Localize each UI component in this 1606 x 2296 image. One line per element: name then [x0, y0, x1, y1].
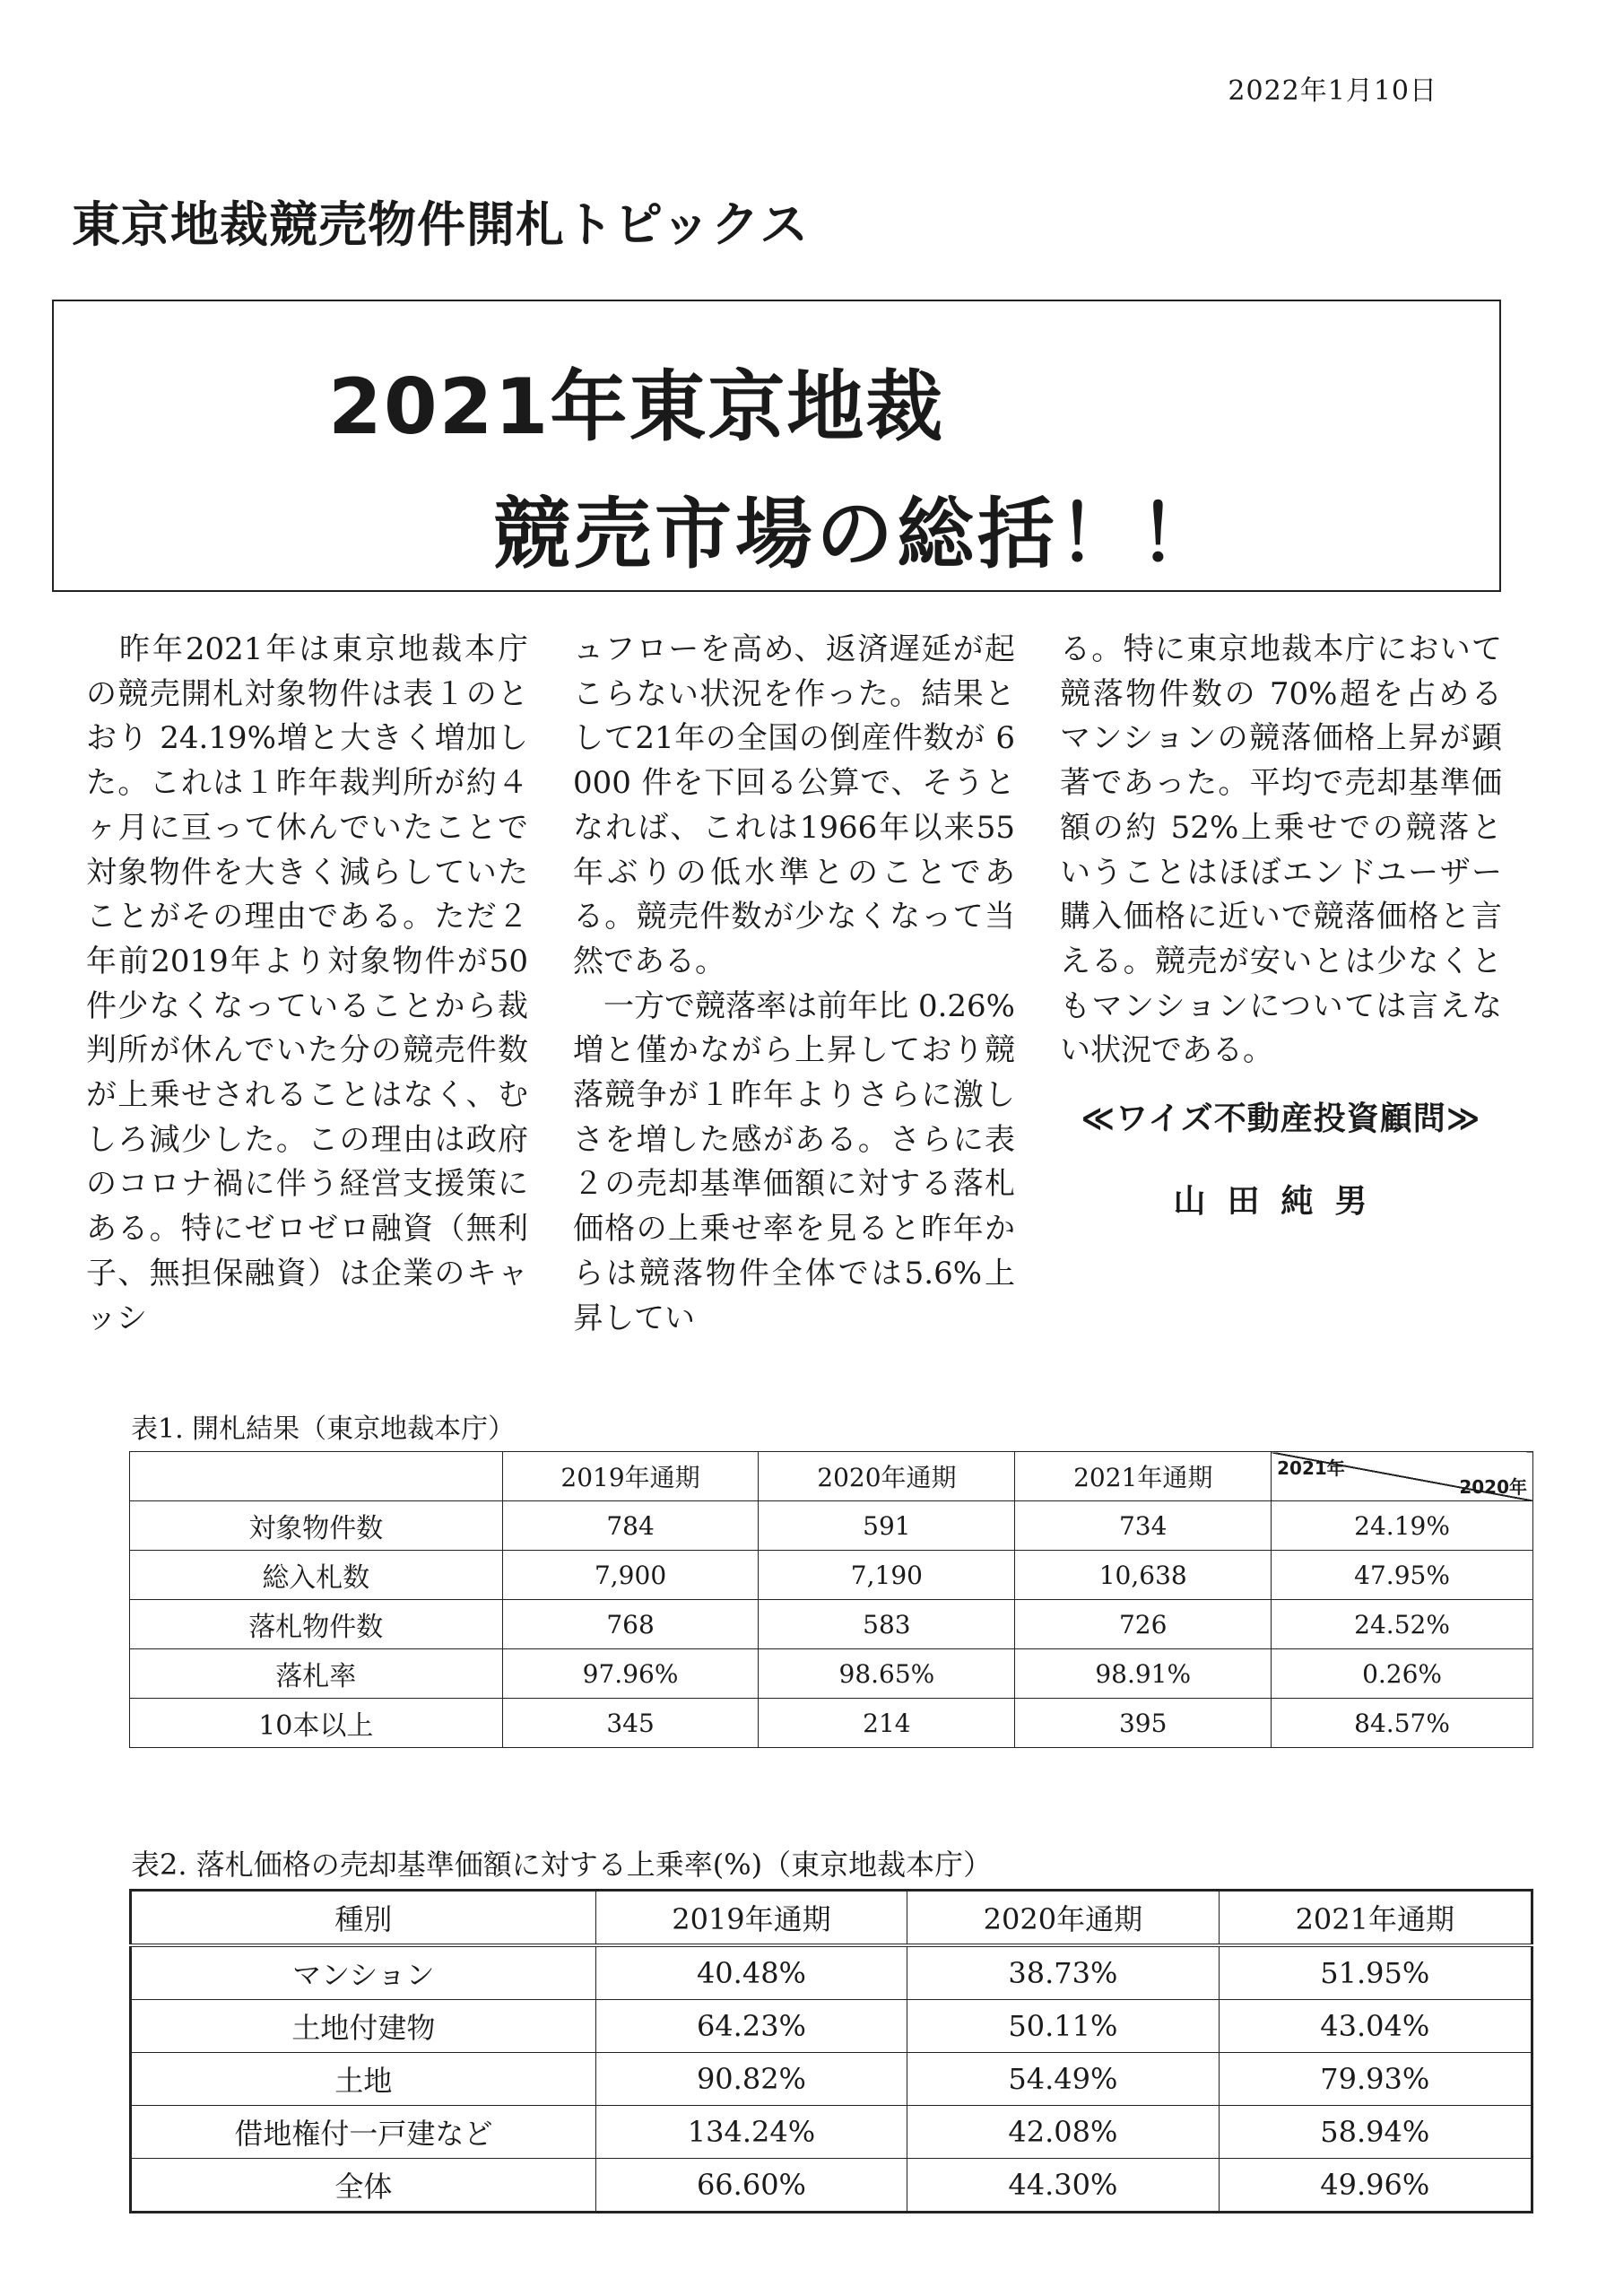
table-cell-v2021: 395 [1015, 1699, 1272, 1748]
table-row [130, 1600, 1533, 1649]
table-cell-change: 24.19% [1272, 1501, 1533, 1551]
table-cell-v2020: 38.73% [907, 1945, 1219, 2000]
table-row [131, 2000, 1532, 2053]
table-cell-label: 総入札数 [130, 1551, 503, 1600]
table-cell-v2020: 98.65% [759, 1649, 1015, 1699]
table1-header-row [130, 1452, 1533, 1501]
table2-header-row [131, 1891, 1532, 1946]
table-cell-v2021: 726 [1015, 1600, 1272, 1649]
table-cell-v2021: 734 [1015, 1501, 1272, 1551]
table-row [130, 1501, 1533, 1551]
table1-header-2021: 2021年通期 [1015, 1452, 1272, 1501]
article-column-1: 昨年2021年は東京地裁本庁の競売開札対象物件は表１のとおり 24.19%増と大きく増加した。これは１昨年裁判所が約４ヶ月に亘って休んでいたことで対象物件を大きく減らしていたことがその理由である。ただ２年前2019年より対象物件が50件少なくなっていることから裁判所が休んでいた分の競売件数が上乗せされることはなく、むしろ減少した。この理由は政府のコロナ禍に伴う経営支援策にある。特にゼロゼロ融資（無利子、無担保融資）は企業のキャッシ [86, 631, 528, 1336]
table-cell-v2020: 42.08% [907, 2106, 1219, 2159]
author-organization: ≪ワイズ不動産投資顧問≫ [1081, 1100, 1481, 1138]
table-cell-v2021: 49.96% [1219, 2159, 1532, 2213]
table-cell-change: 84.57% [1272, 1699, 1533, 1748]
table-cell-v2019: 345 [502, 1699, 759, 1748]
table-cell-v2019: 90.82% [595, 2053, 907, 2106]
title-box [52, 300, 1501, 592]
table-cell-v2020: 7,190 [759, 1551, 1015, 1600]
table-cell-v2021: 79.93% [1219, 2053, 1532, 2106]
table1-caption: 表1. 開札結果（東京地裁本庁） [131, 1413, 516, 1445]
topic-header: 東京地裁競売物件開札トピックス [72, 196, 810, 253]
table1-header-change [1272, 1452, 1533, 1501]
table-cell-label: 10本以上 [130, 1699, 503, 1748]
table-cell-v2019: 64.23% [595, 2000, 907, 2053]
table-cell-label: マンション [131, 1945, 596, 2000]
table-cell-label: 落札率 [130, 1649, 503, 1699]
table-cell-v2020: 54.49% [907, 2053, 1219, 2106]
table-cell-v2019: 40.48% [595, 1945, 907, 2000]
table-cell-v2019: 7,900 [502, 1551, 759, 1600]
table2-caption: 表2. 落札価格の売却基準価額に対する上乗率(%)（東京地裁本庁） [131, 1848, 993, 1882]
title-line-2: 競売市場の総括！！ [493, 490, 1220, 579]
table1-header-corner [130, 1452, 503, 1501]
diag-top-label: 2021年 [1277, 1457, 1345, 1479]
table1-auction-results [129, 1451, 1533, 1748]
title-line-1: 2021年東京地裁 [328, 362, 945, 452]
table1-header-2020: 2020年通期 [759, 1452, 1015, 1501]
table2-header-2020: 2020年通期 [907, 1891, 1219, 1946]
article-column-3: る。特に東京地裁本庁において競落物件数の 70%超を占めるマンションの競落価格上昇が顕著であった。平均で売却基準価額の約 52%上乗せでの競落ということはほぼエンドユーザー購入価格に近いで競落価格と言える。競売が安いとは少なくともマンションについては言えない状況である。 [1060, 631, 1502, 1069]
table1-header-2019: 2019年通期 [502, 1452, 759, 1501]
article-body [86, 628, 1503, 1381]
table-cell-label: 借地権付一戸建など [131, 2106, 596, 2159]
table-cell-v2020: 591 [759, 1501, 1015, 1551]
table-cell-v2020: 214 [759, 1699, 1015, 1748]
table-cell-v2020: 44.30% [907, 2159, 1219, 2213]
table-cell-v2019: 768 [502, 1600, 759, 1649]
table-row [130, 1649, 1533, 1699]
table-row [130, 1699, 1533, 1748]
table-row [131, 2159, 1532, 2213]
table-cell-v2021: 43.04% [1219, 2000, 1532, 2053]
table-cell-v2021: 58.94% [1219, 2106, 1532, 2159]
table2-markup-rate [129, 1889, 1533, 2213]
table-cell-label: 対象物件数 [130, 1501, 503, 1551]
table2-header-type: 種別 [131, 1891, 596, 1946]
table-cell-v2020: 50.11% [907, 2000, 1219, 2053]
table-cell-v2021: 10,638 [1015, 1551, 1272, 1600]
table-cell-v2019: 134.24% [595, 2106, 907, 2159]
table-cell-v2019: 784 [502, 1501, 759, 1551]
diag-bottom-label: 2020年 [1459, 1476, 1527, 1498]
article-column-2: ュフローを高め、返済遅延が起こらない状況を作った。結果として21年の全国の倒産件数が 6000 件を下回る公算で、そうとなれば、これは1966年以来55年ぶりの低水準とのことである。競売件数が少なくなって当然である。 一方で競落率は前年比 0.26%増と僅かながら上昇しており競落競争が１昨年よりさらに激しさを増した感がある。さらに表２の売却基準価額に対する落札価格の上乗せ率を見ると昨年からは競落物件全体では5.6%上昇してい [573, 631, 1015, 1336]
table-cell-v2019: 66.60% [595, 2159, 907, 2213]
table-row [130, 1551, 1533, 1600]
author-name: 山田純男 [1173, 1182, 1389, 1220]
article-column-3-wrapper [1060, 628, 1502, 1381]
table-row [131, 2053, 1532, 2106]
table-cell-v2019: 97.96% [502, 1649, 759, 1699]
table-cell-label: 全体 [131, 2159, 596, 2213]
document-date: 2022年1月10日 [1228, 75, 1437, 107]
table-cell-label: 土地付建物 [131, 2000, 596, 2053]
table-cell-change: 0.26% [1272, 1649, 1533, 1699]
table-cell-label: 落札物件数 [130, 1600, 503, 1649]
table-cell-label: 土地 [131, 2053, 596, 2106]
table-cell-v2021: 98.91% [1015, 1649, 1272, 1699]
table-cell-v2021: 51.95% [1219, 1945, 1532, 2000]
table2-header-2019: 2019年通期 [595, 1891, 907, 1946]
table-cell-change: 24.52% [1272, 1600, 1533, 1649]
table2-header-2021: 2021年通期 [1219, 1891, 1532, 1946]
table-cell-change: 47.95% [1272, 1551, 1533, 1600]
table-cell-v2020: 583 [759, 1600, 1015, 1649]
table-row [131, 1945, 1532, 2000]
table-row [131, 2106, 1532, 2159]
